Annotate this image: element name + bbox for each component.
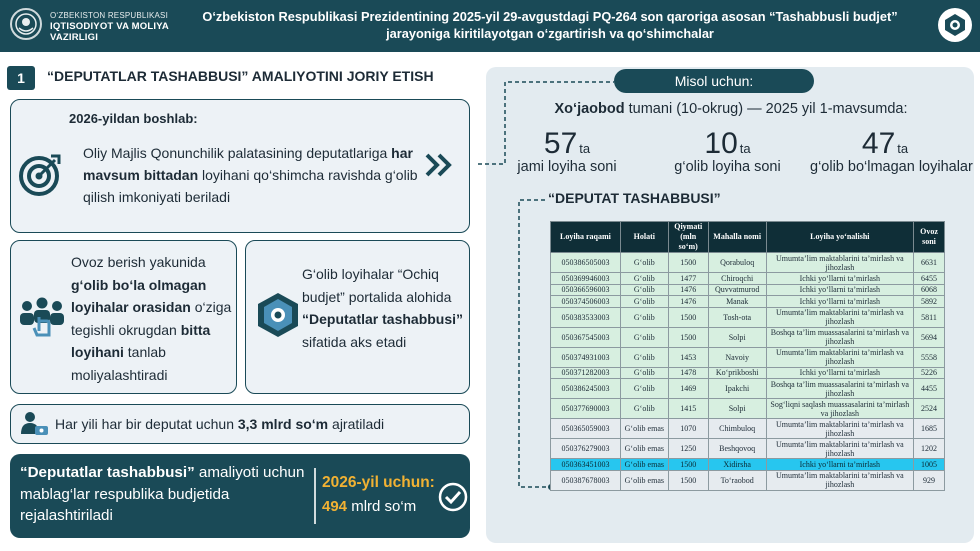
cell-status: G‘olib: [620, 253, 668, 273]
cell-direction: Umumta’lim maktablarini ta’mirlash va jihozlash: [766, 419, 913, 439]
stat-losing-unit: ta: [897, 141, 909, 156]
summary-bold-1: “Deputatlar tashabbusi”: [20, 464, 195, 481]
cell-votes: 6631: [914, 253, 945, 273]
cell-votes: 1685: [914, 419, 945, 439]
card4-text: [55, 416, 384, 432]
open-budget-logo-icon: [938, 8, 972, 42]
card1-text: [83, 142, 423, 208]
cell-votes: 5226: [914, 367, 945, 379]
table-body: [551, 253, 945, 491]
cell-mahalla: Quvvatmurod: [708, 284, 766, 296]
cell-cost: 1500: [668, 307, 708, 327]
cell-id: 050383533003: [551, 307, 621, 327]
info-card-annual-amount: [10, 404, 470, 444]
page-title-line-2: jarayoniga kiritilayotgan o‘zgartirish va qo‘shimchalar: [386, 26, 714, 41]
info-card-portal: [245, 240, 470, 394]
cell-id: 050387678003: [551, 470, 621, 490]
deputat-initiative-label: “DEPUTAT TASHABBUSI”: [548, 190, 721, 206]
cell-votes: 5892: [914, 296, 945, 308]
table-row: [551, 273, 945, 285]
section-title: “DEPUTATLAR TASHABBUSI” AMALIYOTINI JORIY ETISH: [47, 68, 434, 84]
table-row: [551, 439, 945, 459]
info-card-selection: [10, 240, 237, 394]
stat-total-value: 57: [543, 127, 578, 160]
card2-text: [71, 251, 233, 386]
cell-id: 050371282003: [551, 367, 621, 379]
cell-direction: Ichki yo‘llarni ta’mirlash: [766, 273, 913, 285]
col-header-direction: Loyiha yo‘nalishi: [766, 222, 913, 253]
cell-cost: 1478: [668, 367, 708, 379]
table-row: [551, 253, 945, 273]
example-district: Xo‘jaobod: [554, 101, 625, 117]
header-bar: [0, 0, 980, 52]
stat-winning-projects: [665, 129, 790, 176]
section-number: 1: [7, 66, 35, 90]
stat-winning-value: 10: [704, 127, 738, 160]
cell-direction: Umumta’lim maktablarini ta’mirlash va jihozlash: [766, 470, 913, 490]
cell-mahalla: Ipakchi: [708, 379, 766, 399]
cell-cost: 1500: [668, 459, 708, 471]
cell-mahalla: To‘raobod: [708, 470, 766, 490]
card2-bold-1: g‘olib bo‘la olmagan loyihalar orasidan: [71, 276, 207, 315]
stat-winning-label: g‘olib loyiha soni: [674, 159, 781, 175]
cell-votes: 6455: [914, 273, 945, 285]
target-icon: [17, 152, 63, 198]
example-heading: [496, 101, 966, 117]
card3-text-1: G‘olib loyihalar “Ochiq budjet” portalida alohida: [302, 266, 452, 305]
page-title-line-1: O‘zbekiston Respublikasi Prezidentining 2025-yil 29-avgustdagi PQ-264 son qaroriga asosan “Tashabbusli budjet”: [202, 9, 898, 24]
card4-text-2: ajratiladi: [328, 416, 385, 432]
cell-cost: 1453: [668, 347, 708, 367]
summary-amount-number: 494: [322, 498, 348, 515]
cell-status: G‘olib emas: [620, 419, 668, 439]
cell-direction: Ichki yo‘llarni ta’mirlash: [766, 284, 913, 296]
page-title: [180, 8, 920, 42]
table-row: [551, 367, 945, 379]
double-chevron-right-icon: [423, 152, 457, 178]
col-header-id: Loyiha raqami: [551, 222, 621, 253]
cell-cost: 1500: [668, 253, 708, 273]
table-row: [551, 284, 945, 296]
cell-cost: 1476: [668, 284, 708, 296]
cell-status: G‘olib: [620, 327, 668, 347]
table-row: [551, 399, 945, 419]
cell-mahalla: Beshqovoq: [708, 439, 766, 459]
example-rest: tumani (10-okrug) — 2025 yil 1-mavsumda:: [624, 101, 908, 117]
cell-votes: 5558: [914, 347, 945, 367]
table-row: [551, 307, 945, 327]
ministry-line-2: IQTISODIYOT VA MOLIYA: [50, 21, 169, 32]
cell-mahalla: Solpi: [708, 327, 766, 347]
cell-id: 050374506003: [551, 296, 621, 308]
table-row: [551, 379, 945, 399]
table-row: [551, 459, 945, 471]
cell-id: 050386245003: [551, 379, 621, 399]
stat-total-projects: [507, 129, 627, 176]
table-row: [551, 347, 945, 367]
cell-direction: Boshqa ta’lim muassasalarini ta’mirlash va jihozlash: [766, 327, 913, 347]
ministry-name: [50, 10, 169, 43]
card4-text-1: Har yili har bir deputat uchun: [55, 416, 238, 432]
info-card-deputy-option: [10, 99, 470, 233]
table-row: [551, 470, 945, 490]
cell-mahalla: Chiroqchi: [708, 273, 766, 285]
stat-winning-unit: ta: [739, 141, 751, 156]
open-budget-portal-icon: [254, 291, 302, 339]
stat-losing-label: g‘olib bo‘lmagan loyihalar: [810, 159, 973, 175]
start-date-label: 2026-yildan boshlab:: [69, 111, 198, 126]
card3-text-2: sifatida aks etadi: [302, 333, 407, 350]
cell-status: G‘olib: [620, 307, 668, 327]
cell-id: 050366596003: [551, 284, 621, 296]
cell-mahalla: Ko‘prikboshi: [708, 367, 766, 379]
cell-votes: 1202: [914, 439, 945, 459]
card3-text: [302, 263, 467, 353]
cell-mahalla: Tosh-ota: [708, 307, 766, 327]
cell-status: G‘olib: [620, 379, 668, 399]
col-header-cost: Qiymati (mln so‘m): [668, 222, 708, 253]
table-row: [551, 296, 945, 308]
cell-direction: Umumta’lim maktablarini ta’mirlash va jihozlash: [766, 253, 913, 273]
cell-status: G‘olib emas: [620, 439, 668, 459]
cell-direction: Ichki yo‘llarni ta’mirlash: [766, 367, 913, 379]
card4-bold-1: 3,3 mlrd so‘m: [237, 416, 329, 432]
cell-status: G‘olib emas: [620, 470, 668, 490]
cell-direction: Boshqa ta’lim muassasalarini ta’mirlash va jihozlash: [766, 379, 913, 399]
cell-status: G‘olib: [620, 284, 668, 296]
stat-losing-projects: [810, 127, 973, 176]
people-vote-icon: [17, 291, 67, 341]
summary-year: 2026-yil uchun:: [322, 474, 435, 491]
table-row: [551, 419, 945, 439]
cell-id: 050363451003: [551, 459, 621, 471]
state-emblem-icon: [10, 8, 42, 40]
deputy-money-icon: [19, 410, 49, 438]
cell-id: 050376279003: [551, 439, 621, 459]
summary-text-1: amaliyoti uchun mablag‘lar respublika budjetida rejalashtiriladi: [20, 464, 305, 524]
card2-text-1: Ovoz berish yakunida: [71, 254, 206, 270]
cell-cost: 1476: [668, 296, 708, 308]
cell-cost: 1500: [668, 470, 708, 490]
cell-votes: 5811: [914, 307, 945, 327]
summary-amount-unit: mlrd so‘m: [347, 498, 417, 515]
ministry-line-1: O‘ZBEKISTON RESPUBLIKASI: [50, 11, 169, 20]
cell-votes: 5694: [914, 327, 945, 347]
stat-losing-value: 47: [861, 127, 896, 160]
cell-status: G‘olib: [620, 273, 668, 285]
col-header-mahalla: Mahalla nomi: [708, 222, 766, 253]
ministry-line-3: VAZIRLIGI: [50, 32, 99, 43]
cell-id: 050377690003: [551, 399, 621, 419]
cell-status: G‘olib: [620, 296, 668, 308]
card2-text-3: tanlab moliyalashtiradi: [71, 344, 168, 383]
card2-text-2: o‘ziga tegishli okrugdan: [71, 299, 232, 338]
cell-cost: 1469: [668, 379, 708, 399]
card1-text-1: Oliy Majlis Qonunchilik palatasining deputatlariga: [83, 145, 392, 161]
cell-status: G‘olib emas: [620, 459, 668, 471]
cell-status: G‘olib: [620, 367, 668, 379]
cell-mahalla: Qorabuloq: [708, 253, 766, 273]
summary-divider: [314, 468, 316, 524]
example-pill: Misol uchun:: [614, 69, 814, 93]
cell-direction: Ichki yo‘llarni ta’mirlash: [766, 459, 913, 471]
cell-mahalla: Manak: [708, 296, 766, 308]
cell-direction: Umumta’lim maktablarini ta’mirlash va jihozlash: [766, 347, 913, 367]
cell-id: 050386505003: [551, 253, 621, 273]
cell-direction: Umumta’lim maktablarini ta’mirlash va jihozlash: [766, 307, 913, 327]
card1-bold-1: har mavsum bittadan: [83, 145, 413, 183]
col-header-votes: Ovoz soni: [914, 222, 945, 253]
stat-total-unit: ta: [579, 141, 591, 156]
cell-cost: 1250: [668, 439, 708, 459]
cell-cost: 1070: [668, 419, 708, 439]
cell-status: G‘olib: [620, 347, 668, 367]
cell-mahalla: Xidirsha: [708, 459, 766, 471]
table-row: [551, 327, 945, 347]
col-header-status: Holati: [620, 222, 668, 253]
cell-votes: 4455: [914, 379, 945, 399]
cell-votes: 1005: [914, 459, 945, 471]
cell-votes: 929: [914, 470, 945, 490]
cell-cost: 1477: [668, 273, 708, 285]
projects-table: [550, 221, 945, 491]
cell-cost: 1500: [668, 327, 708, 347]
cell-mahalla: Navoiy: [708, 347, 766, 367]
card1-text-2: loyihani qo‘shimcha ravishda g‘olib qilish imkoniyati beriladi: [83, 167, 418, 205]
summary-text: [20, 462, 308, 527]
cell-id: 050369946003: [551, 273, 621, 285]
cell-id: 050374931003: [551, 347, 621, 367]
cell-id: 050367545003: [551, 327, 621, 347]
cell-direction: Sog‘liqni saqlash muassasalarini ta’mirlash va jihozlash: [766, 399, 913, 419]
check-circle-icon: [438, 482, 468, 512]
card3-bold-1: “Deputatlar tashabbusi”: [302, 311, 464, 327]
cell-id: 050365059003: [551, 419, 621, 439]
stat-total-label: jami loyiha soni: [517, 159, 617, 175]
card2-bold-2: bitta loyihani: [71, 321, 211, 360]
cell-direction: Ichki yo‘llarni ta’mirlash: [766, 296, 913, 308]
cell-direction: Umumta’lim maktablarini ta’mirlash va jihozlash: [766, 439, 913, 459]
cell-cost: 1415: [668, 399, 708, 419]
summary-amount: [322, 498, 416, 515]
cell-mahalla: Chimbuloq: [708, 419, 766, 439]
cell-votes: 6068: [914, 284, 945, 296]
table-header-row: [551, 222, 945, 253]
cell-status: G‘olib: [620, 399, 668, 419]
cell-votes: 2524: [914, 399, 945, 419]
cell-mahalla: Solpi: [708, 399, 766, 419]
budget-summary-box: [10, 454, 470, 538]
